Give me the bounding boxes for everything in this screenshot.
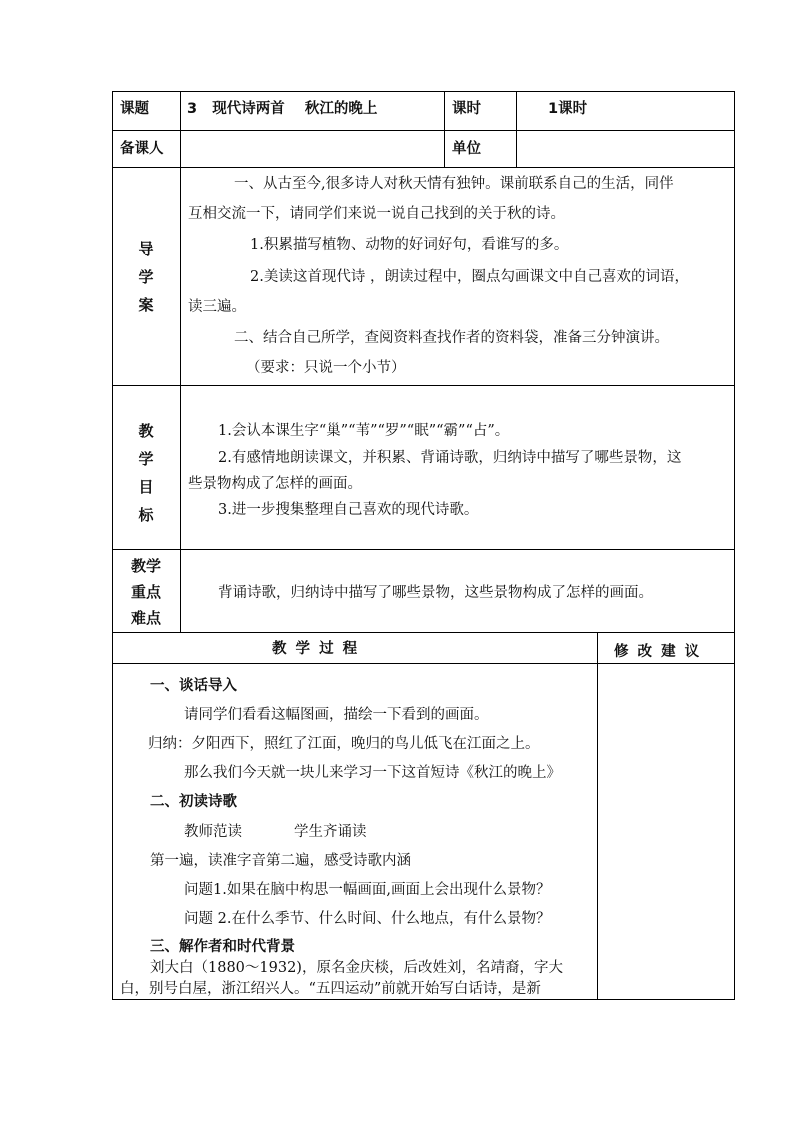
table-border <box>112 167 735 168</box>
section-2-line: 教师范读 <box>184 824 242 840</box>
table-border <box>112 663 735 664</box>
goal-line: 些景物构成了怎样的画面。 <box>188 476 362 492</box>
key-points-label-line: 难点 <box>130 609 161 627</box>
table-border <box>734 91 735 1000</box>
preparer-label: 备课人 <box>120 141 164 157</box>
section-1-line: 那么我们今天就一块儿来学习一下这首短诗《秋江的晚上》 <box>184 765 561 781</box>
goal-line: 1.会认本课生字“巢”“苇”“罗”“眠”“霸”“占”。 <box>218 423 510 439</box>
section-3-line: 白，别号白屋，浙江绍兴人。“五四运动”前就开始写白话诗，是新 <box>120 981 541 997</box>
table-border <box>597 632 598 1000</box>
table-border <box>112 130 735 131</box>
guide-label <box>113 235 179 319</box>
key-points-label-line: 教学 <box>130 557 161 575</box>
period-value: 1课时 <box>548 101 588 117</box>
guide-line: 一、从古至今,很多诗人对秋天情有独钟。课前联系自己的生活，同伴 <box>234 176 674 192</box>
section-2-title: 二、初读诗歌 <box>150 794 237 810</box>
table-border <box>112 632 735 633</box>
guide-label-char: 学 <box>138 268 154 286</box>
revision-header: 修 改 建 议 <box>614 644 702 660</box>
table-border <box>112 385 735 386</box>
table-border <box>112 91 113 1000</box>
guide-line: 二、结合自己所学，查阅资料查找作者的资料袋，准备三分钟演讲。 <box>234 330 669 346</box>
section-2-line: 问题1.如果在脑中构思一幅画面,画面上会出现什么景物？ <box>184 882 551 898</box>
unit-label: 单位 <box>452 141 481 157</box>
key-points-label <box>113 553 179 631</box>
goals-label-char: 教 <box>138 422 154 440</box>
goals-label-char: 目 <box>138 478 154 496</box>
guide-line: 2.美读这首现代诗 ，朗读过程中，圈点勾画课文中自己喜欢的词语， <box>250 269 689 285</box>
section-2-line: 第一遍，读准字音第二遍，感受诗歌内涵 <box>150 853 411 869</box>
section-2-line: 问题 2.在什么季节、什么时间、什么地点，有什么景物？ <box>184 911 551 927</box>
table-border <box>112 91 735 92</box>
table-border <box>112 999 735 1000</box>
process-header: 教 学 过 程 <box>272 641 360 657</box>
guide-line: 读三遍。 <box>188 299 246 315</box>
section-2-line: 学生齐诵读 <box>294 824 367 840</box>
section-3-line: 刘大白（1880～1932)，原名金庆棪，后改姓刘，名靖裔，字大 <box>150 960 563 976</box>
guide-label-char: 导 <box>138 240 154 258</box>
table-border <box>112 549 735 550</box>
goals-label <box>113 417 179 529</box>
guide-label-char: 案 <box>138 296 154 314</box>
section-1-line: 请同学们看看这幅图画，描绘一下看到的画面。 <box>184 707 489 723</box>
section-3-title: 三、解作者和时代背景 <box>150 939 295 955</box>
table-border <box>444 91 445 168</box>
section-1-line: 归纳：夕阳西下，照红了江面，晚归的鸟儿低飞在江面之上。 <box>148 736 540 752</box>
table-border <box>516 91 517 168</box>
goal-line: 3.进一步搜集整理自己喜欢的现代诗歌。 <box>218 502 479 518</box>
goals-label-char: 学 <box>138 450 154 468</box>
guide-line: （要求：只说一个小节） <box>246 360 406 376</box>
goal-line: 2.有感情地朗读课文，并积累、背诵诗歌，归纳诗中描写了哪些景物，这 <box>218 450 682 466</box>
key-points-label-line: 重点 <box>130 583 161 601</box>
section-1-title: 一、谈话导入 <box>150 678 237 694</box>
goals-label-char: 标 <box>138 506 154 524</box>
topic-value: 3 现代诗两首 秋江的晚上 <box>187 101 378 117</box>
guide-line: 1.积累描写植物、动物的好词好句，看谁写的多。 <box>250 237 569 253</box>
period-label: 课时 <box>452 101 481 117</box>
topic-label: 课题 <box>120 101 149 117</box>
key-points-text: 背诵诗歌，归纳诗中描写了哪些景物，这些景物构成了怎样的画面。 <box>218 585 653 601</box>
guide-line: 互相交流一下，请同学们来说一说自己找到的关于秋的诗。 <box>188 206 565 222</box>
table-border <box>180 91 181 633</box>
